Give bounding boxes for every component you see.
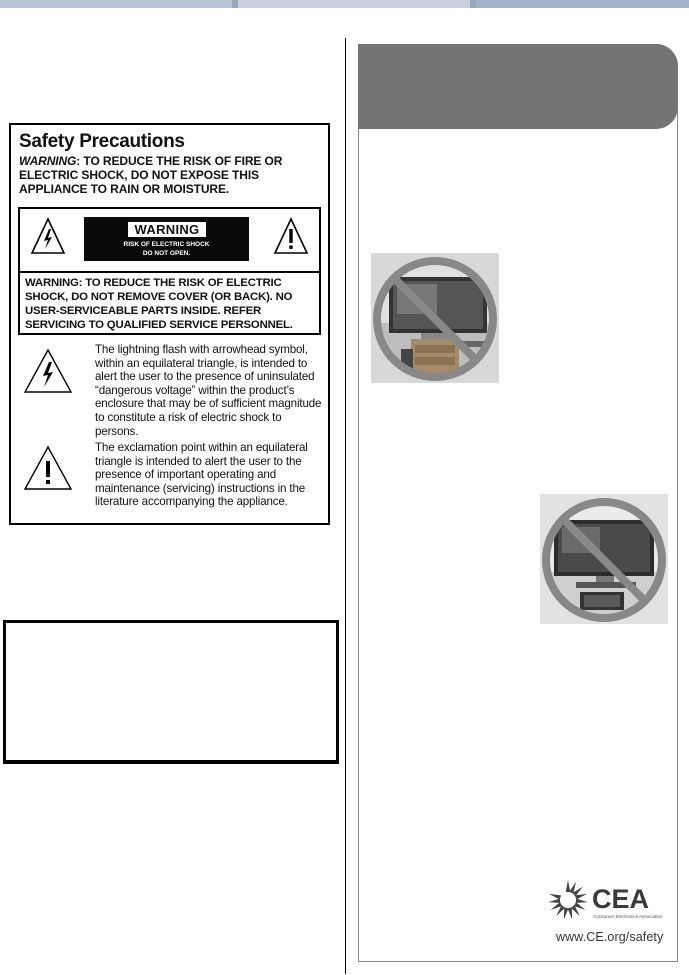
cea-logo-subtitle: Consumer Electronics Association <box>593 914 663 919</box>
tip-panel-header <box>358 44 678 129</box>
cover-warning-text: WARNING: TO REDUCE THE RISK OF ELECTRIC SHOCK, DO NOT REMOVE COVER (OR BACK). NO USER-SERVICEABLE PARTS INSIDE. REFER SERVICING TO QUALIFIED SERVICE PERSONNEL. <box>25 277 293 331</box>
warning-body: : TO REDUCE THE RISK OF FIRE OR ELECTRIC SHOCK, DO NOT EXPOSE THIS APPLIANCE TO RAIN OR MOISTURE. <box>19 154 283 196</box>
fire-shock-warning <box>19 154 319 196</box>
tv-on-small-stand-photo <box>540 494 668 624</box>
warning-plate-text <box>84 240 249 258</box>
exclamation-icon <box>273 217 309 255</box>
safety-precautions-label <box>9 123 330 525</box>
lightning-text: The lightning flash with arrowhead symbol, within an equilateral triangle, is intended to alert the user to the presence of uninsulated “dangerous voltage” within the product’s enclosure that may be of sufficient magnitude to constitute a risk of electric shock to persons. <box>95 343 322 438</box>
column-divider <box>345 38 346 974</box>
warning-plate-line-1: RISK OF ELECTRIC SHOCK <box>123 241 210 248</box>
warning-plate <box>84 217 249 261</box>
safety-title: Safety Precautions <box>19 131 185 152</box>
warning-word: WARNING <box>19 154 77 168</box>
safety-url: www.CE.org/safety <box>556 930 664 944</box>
exclamation-icon <box>23 445 73 491</box>
top-rule <box>0 0 689 8</box>
warning-panel-top <box>20 209 319 273</box>
cea-logo <box>546 878 674 922</box>
tv-on-unstable-furniture-photo <box>371 253 499 383</box>
notice-frame <box>3 620 339 763</box>
lightning-bolt-icon <box>23 348 73 394</box>
exclamation-text: The exclamation point within an equilateral triangle is intended to alert the user to the presence of important operating and maintenance (servicing) instructions in the literature accompanying the appliance. <box>95 441 308 509</box>
warning-plate-line-2: DO NOT OPEN. <box>142 250 191 257</box>
cea-logo-letters: CEA <box>592 884 650 914</box>
warning-panel <box>18 207 321 335</box>
warning-plate-title: WARNING <box>128 222 206 237</box>
lightning-bolt-icon <box>30 217 66 255</box>
